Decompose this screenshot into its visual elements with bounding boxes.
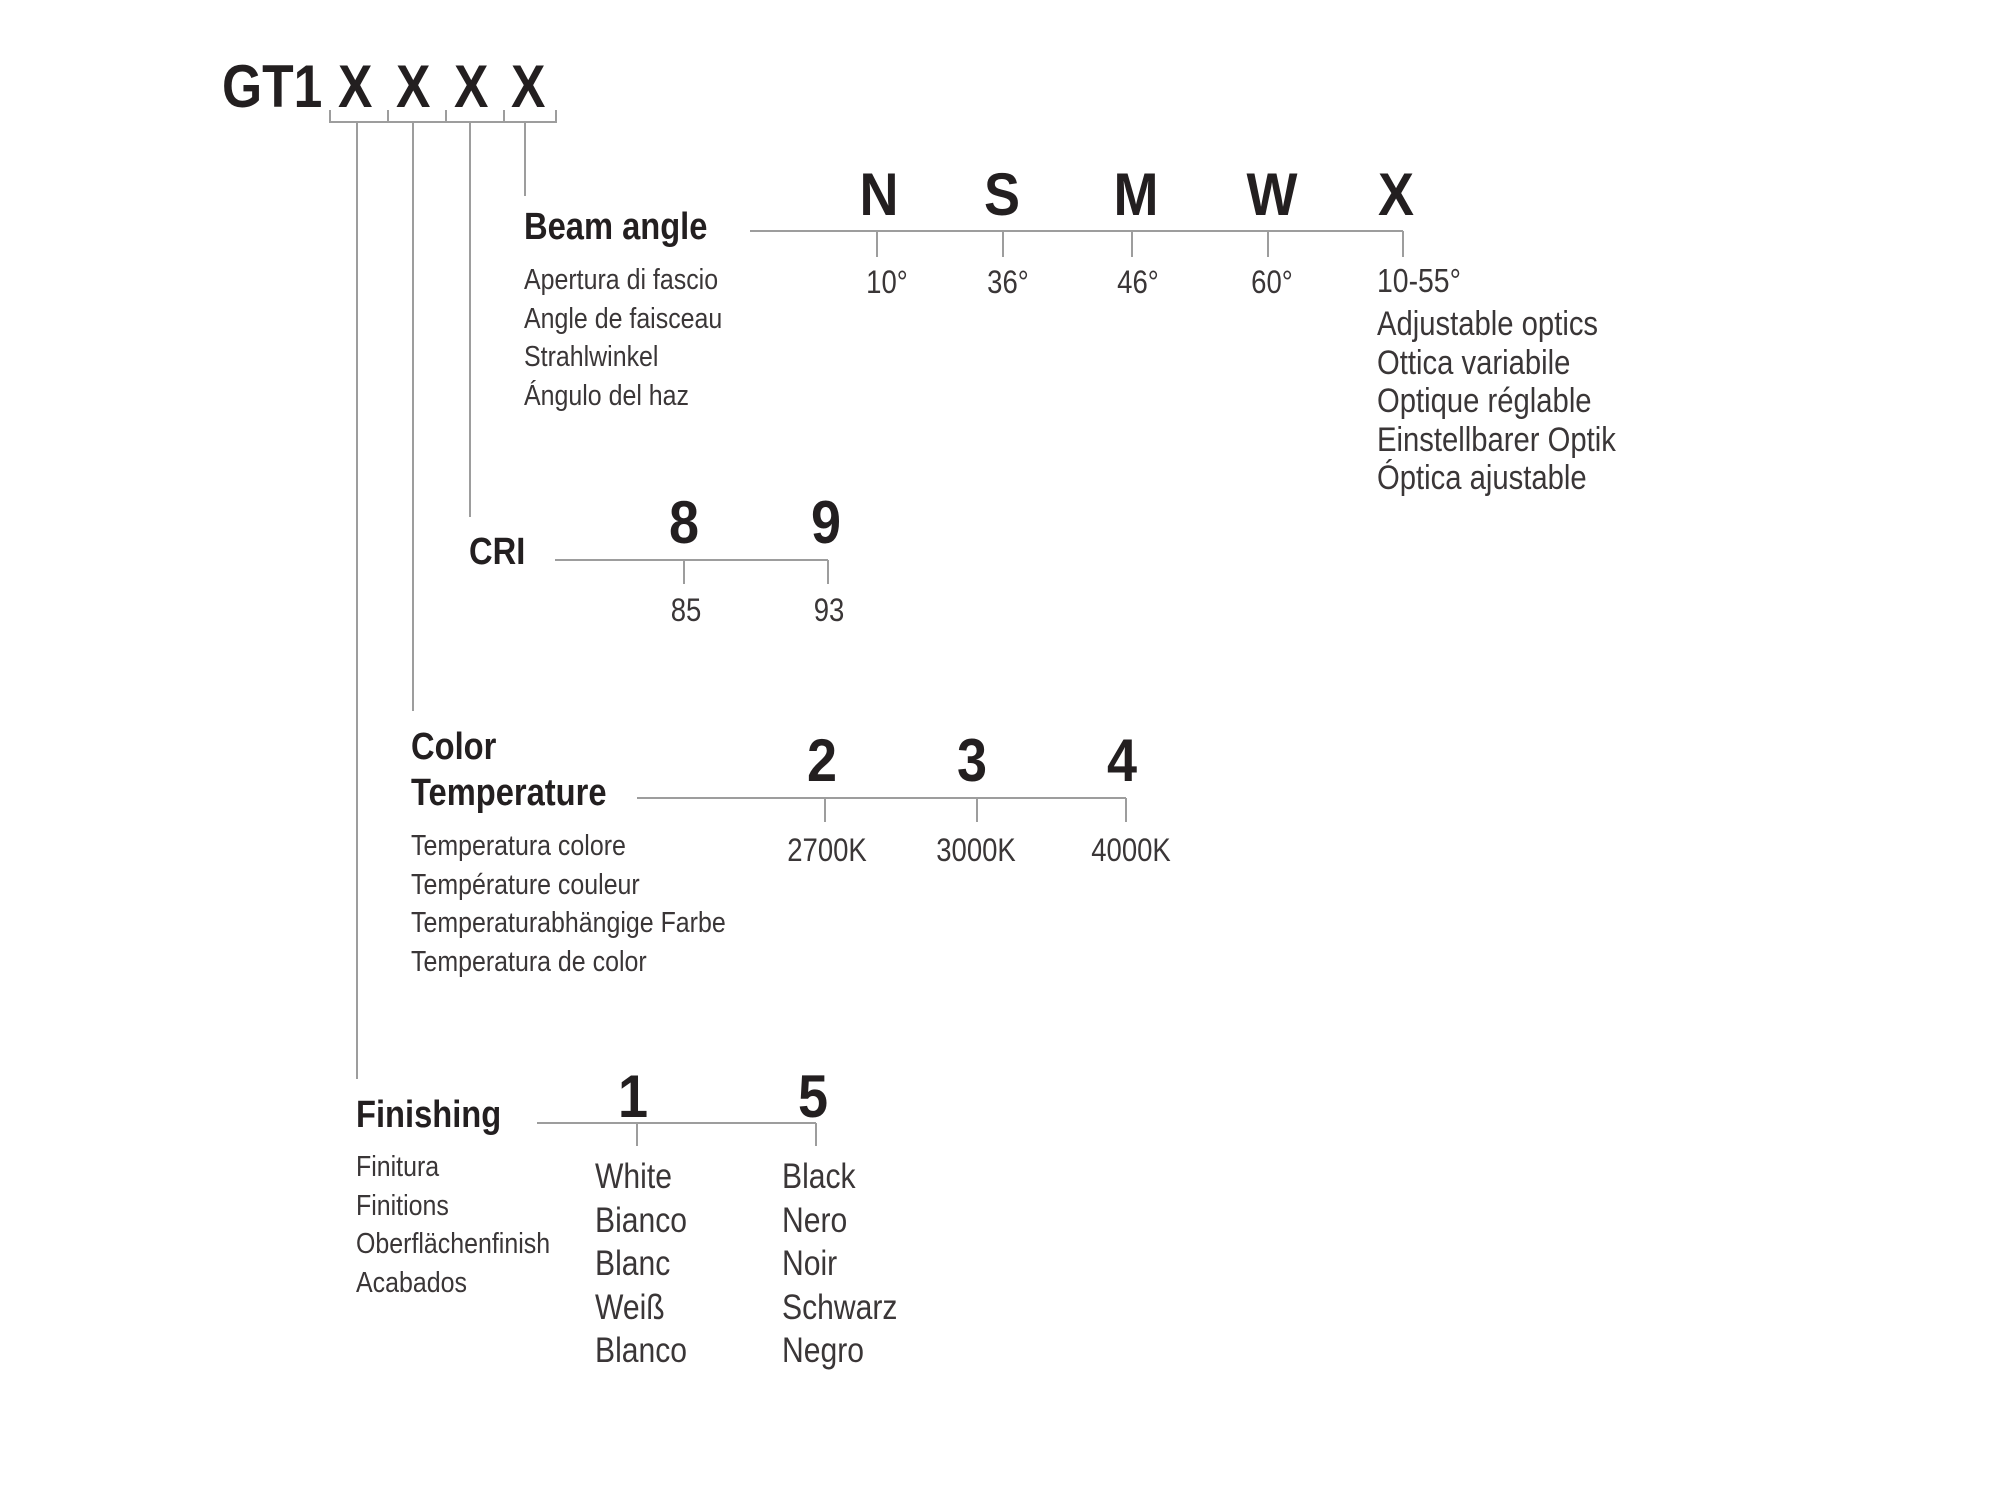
translation-es: Temperatura de color — [411, 945, 647, 978]
beam-option-code-w: W — [1246, 161, 1298, 228]
finish-name-it: Bianco — [595, 1200, 688, 1240]
translation-fr: Angle de faisceau — [524, 302, 723, 335]
finish-name-en: Black — [782, 1157, 856, 1196]
finish-name-es: Blanco — [595, 1331, 688, 1370]
finish-name-en: White — [595, 1157, 672, 1196]
translation-es: Ángulo del haz — [524, 379, 690, 412]
code-placeholder-cri: X — [454, 53, 489, 120]
finish-name-de: Schwarz — [782, 1287, 898, 1327]
note-de: Einstellbarer Optik — [1377, 420, 1616, 459]
translation-fr: Température couleur — [411, 868, 640, 901]
finishing-white-names — [595, 1155, 687, 1373]
beam-angle-translations — [524, 261, 722, 415]
finishing-option-code-1: 1 — [617, 1063, 649, 1130]
cri-option-code-8: 8 — [668, 489, 700, 556]
code-placeholder-beam-finishing: X — [338, 53, 373, 120]
color-temp-option-value-4000k: 4000K — [1091, 832, 1171, 868]
finish-name-it: Nero — [782, 1200, 848, 1240]
beam-option-value-n: 10° — [866, 264, 908, 300]
finishing-option-code-5: 5 — [797, 1063, 829, 1130]
finishing-title: Finishing — [356, 1094, 502, 1136]
beam-option-value-x: 10-55° — [1377, 262, 1461, 299]
cri-option-value-85: 85 — [670, 592, 702, 628]
translation-es: Acabados — [356, 1266, 467, 1299]
beam-option-value-w: 60° — [1251, 264, 1293, 300]
color-temp-option-value-2700k: 2700K — [787, 832, 867, 868]
finish-name-fr: Noir — [782, 1244, 838, 1283]
beam-option-code-n: N — [859, 161, 899, 228]
color-temp-option-code-2: 2 — [806, 727, 838, 794]
finish-name-es: Negro — [782, 1331, 864, 1370]
beam-option-value-m: 46° — [1117, 264, 1159, 300]
beam-option-code-m: M — [1113, 161, 1159, 228]
color-temperature-translations — [411, 827, 726, 981]
code-placeholder-beam-angle: X — [511, 53, 546, 120]
beam-option-code-x: X — [1377, 161, 1415, 228]
beam-angle-title: Beam angle — [524, 206, 708, 248]
note-en: Adjustable optics — [1377, 305, 1599, 343]
cri-option-code-9: 9 — [810, 489, 842, 556]
finishing-black-names — [782, 1155, 897, 1373]
note-it: Ottica variabile — [1377, 343, 1571, 382]
color-temp-option-value-3000k: 3000K — [936, 832, 1016, 868]
code-placeholder-color-temperature: X — [396, 53, 431, 120]
color-temperature-title-line1: Color — [411, 726, 497, 768]
translation-de: Oberflächenfinish — [356, 1228, 551, 1260]
cri-option-value-93: 93 — [813, 592, 845, 628]
color-temp-option-code-3: 3 — [956, 727, 988, 794]
translation-it: Temperatura colore — [411, 830, 626, 862]
product-code-prefix: GT1 — [222, 53, 323, 120]
color-temp-option-code-4: 4 — [1106, 727, 1138, 794]
cri-title: CRI — [469, 531, 526, 573]
finish-name-de: Weiß — [595, 1287, 665, 1327]
beam-option-value-s: 36° — [987, 264, 1029, 300]
translation-it: Finitura — [356, 1151, 440, 1183]
finishing-translations — [356, 1148, 550, 1302]
translation-de: Strahlwinkel — [524, 341, 659, 373]
color-temperature-title — [411, 725, 607, 816]
adjustable-optics-notes — [1377, 305, 1616, 498]
finish-name-fr: Blanc — [595, 1244, 671, 1283]
translation-it: Apertura di fascio — [524, 264, 719, 296]
translation-fr: Finitions — [356, 1189, 449, 1222]
note-es: Óptica ajustable — [1377, 459, 1587, 497]
color-temperature-title-line2: Temperature — [411, 771, 607, 814]
beam-option-code-s: S — [983, 161, 1021, 228]
translation-de: Temperaturabhängige Farbe — [411, 907, 726, 939]
note-fr: Optique réglable — [1377, 382, 1592, 420]
